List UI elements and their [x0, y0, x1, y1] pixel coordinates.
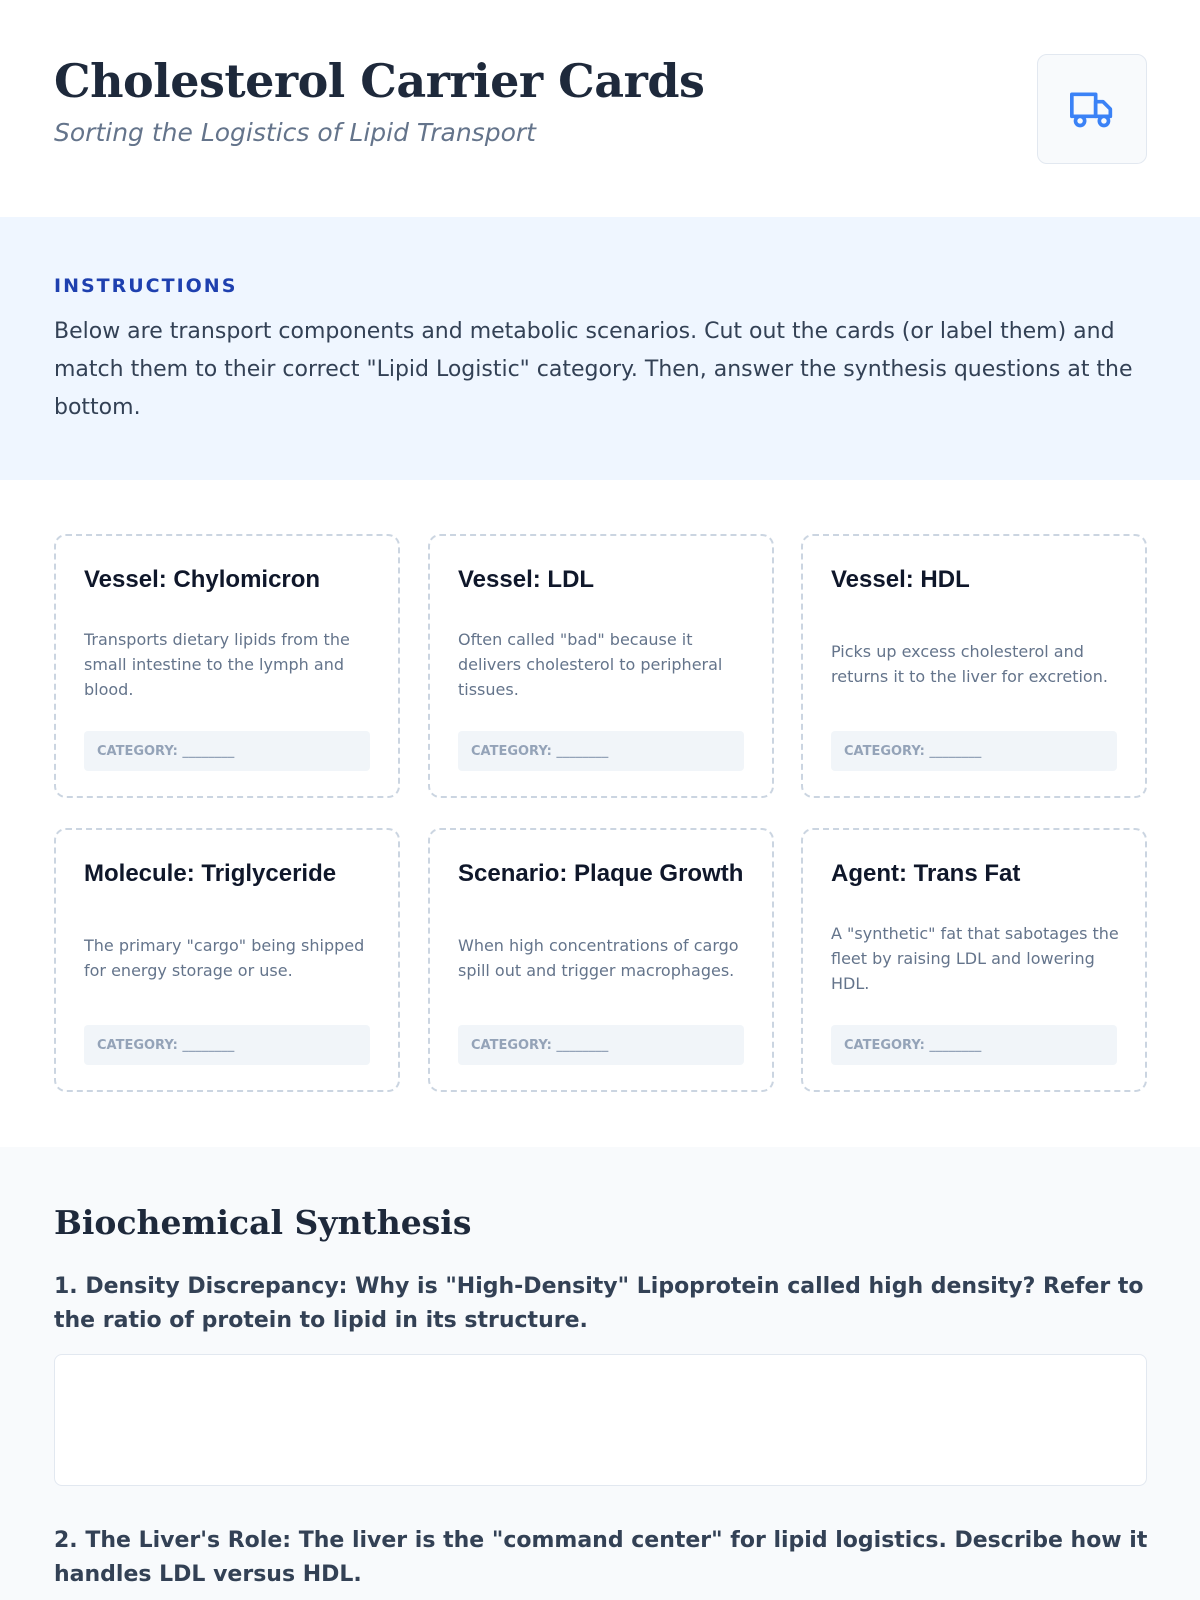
card-category-field[interactable]: CATEGORY: ________ — [84, 731, 370, 771]
card-category-field[interactable]: CATEGORY: ________ — [458, 731, 744, 771]
question-1: 1. Density Discrepancy: Why is "High-Density" Lipoprotein called high density? Refer to the ratio of protein to lipid in its structure. — [54, 1274, 1144, 1333]
card-description — [84, 920, 374, 996]
card-category-field[interactable]: CATEGORY: ________ — [84, 1025, 370, 1065]
card-category-field[interactable]: CATEGORY: ________ — [458, 1025, 744, 1065]
instructions-text: Below are transport components and metabolic scenarios. Cut out the cards (or label them) and match them to their correct "Lipid Logistic" category. Then, answer the synthesis questions at the bottom. — [54, 319, 1133, 420]
card-title: Agent: Trans Fat — [831, 860, 1021, 887]
card-title: Vessel: HDL — [831, 566, 970, 593]
card-description-text: Transports dietary lipids from the small intestine to the lymph and blood. — [84, 629, 350, 699]
page-header — [0, 0, 1200, 217]
card-description-text: A "synthetic" fat that sabotages the fleet by raising LDL and lowering HDL. — [831, 923, 1119, 993]
card-category-field[interactable]: CATEGORY: ________ — [831, 1025, 1117, 1065]
answer-box-1[interactable] — [54, 1354, 1147, 1486]
card-title: Vessel: LDL — [458, 566, 595, 593]
synthesis-title: Biochemical Synthesis — [54, 1203, 472, 1242]
card-triglyceride[interactable] — [54, 828, 400, 1092]
card-title: Molecule: Triglyceride — [84, 860, 337, 887]
card-description — [458, 626, 748, 702]
card-description-text: When high concentrations of cargo spill out and trigger macrophages. — [458, 936, 739, 980]
card-description-text: Picks up excess cholesterol and returns it to the liver for excretion. — [831, 642, 1108, 686]
page-subtitle: Sorting the Logistics of Lipid Transport — [54, 118, 536, 147]
card-description — [831, 920, 1121, 996]
truck-icon — [1067, 87, 1117, 131]
card-description — [458, 920, 748, 996]
card-category-field[interactable]: CATEGORY: ________ — [831, 731, 1117, 771]
card-trans-fat[interactable] — [801, 828, 1147, 1092]
page-title: Cholesterol Carrier Cards — [54, 54, 705, 108]
card-description-text: The primary "cargo" being shipped for energy storage or use. — [84, 936, 365, 980]
card-title: Scenario: Plaque Growth — [458, 860, 744, 887]
card-description-text: Often called "bad" because it delivers cholesterol to peripheral tissues. — [458, 629, 723, 699]
card-chylomicron[interactable] — [54, 534, 400, 798]
question-2: 2. The Liver's Role: The liver is the "command center" for lipid logistics. Describe how it handles LDL versus HDL. — [54, 1528, 1148, 1587]
card-hdl[interactable] — [801, 534, 1147, 798]
card-plaque-growth[interactable] — [428, 828, 774, 1092]
card-ldl[interactable] — [428, 534, 774, 798]
instructions-label: INSTRUCTIONS — [54, 275, 238, 297]
card-title: Vessel: Chylomicron — [84, 566, 321, 593]
truck-icon-box — [1037, 54, 1147, 164]
card-description — [831, 626, 1121, 702]
card-description — [84, 626, 374, 702]
